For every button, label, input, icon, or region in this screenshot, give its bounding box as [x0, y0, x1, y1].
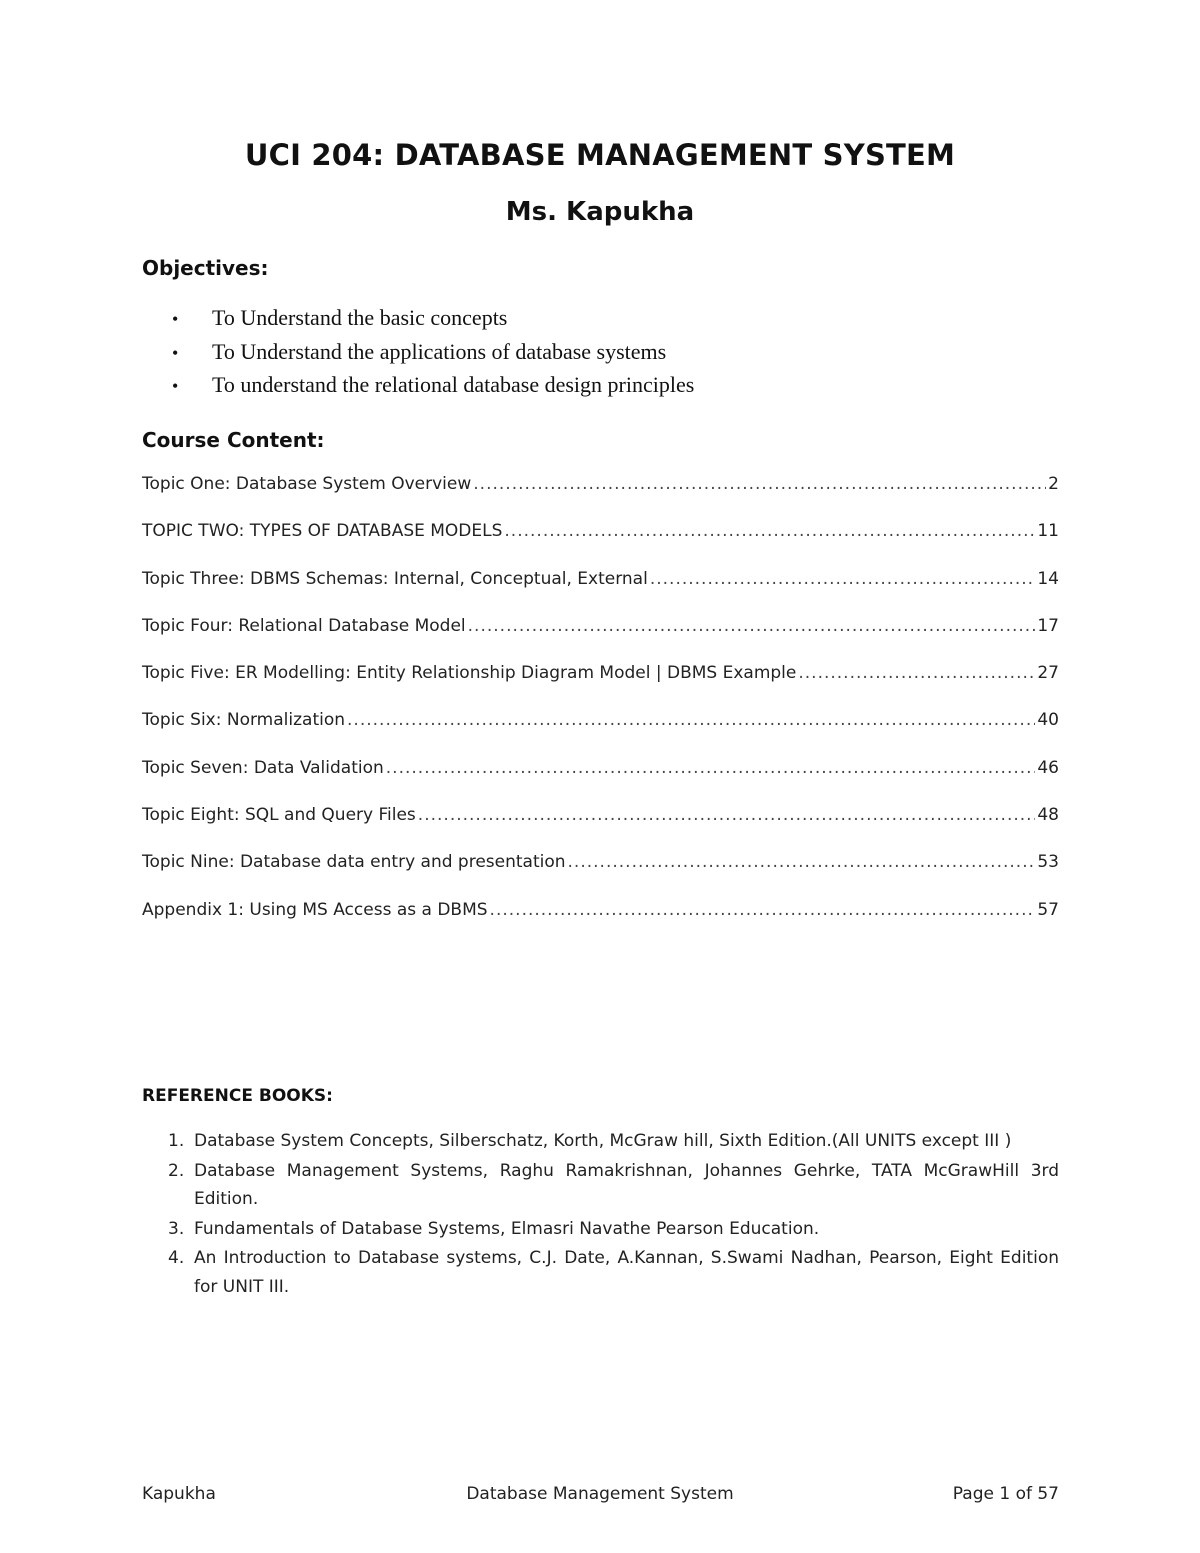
toc-entry-page: 17 — [1037, 615, 1059, 636]
toc-entry-title: Topic Six: Normalization — [142, 710, 346, 731]
reference-item — [168, 1157, 1059, 1214]
toc-leader-dots — [650, 569, 1036, 589]
toc-entry[interactable] — [142, 569, 1059, 616]
objective-item: • To Understand the applications of database systems — [172, 335, 694, 369]
objectives-list — [172, 301, 694, 402]
toc-entry[interactable] — [142, 663, 1059, 710]
toc-leader-dots — [504, 521, 1035, 541]
toc-leader-dots — [568, 852, 1036, 872]
reference-books-heading: REFERENCE BOOKS: — [142, 1086, 333, 1106]
reference-item — [168, 1127, 1059, 1156]
reference-item — [168, 1215, 1059, 1244]
footer-page-number: Page 1 of 57 — [952, 1484, 1059, 1504]
toc-entry-page: 27 — [1037, 663, 1059, 684]
toc-entry-title: Topic Three: DBMS Schemas: Internal, Conceptual, External — [142, 568, 648, 589]
toc-entry[interactable] — [142, 474, 1059, 521]
toc-leader-dots — [798, 663, 1035, 683]
toc-entry-title: Topic Four: Relational Database Model — [142, 615, 466, 636]
objective-item: • To understand the relational database design principles — [172, 368, 694, 402]
toc-entry-page: 46 — [1037, 757, 1059, 778]
toc-leader-dots — [347, 710, 1035, 730]
toc-entry-title: Topic Eight: SQL and Query Files — [142, 805, 416, 826]
toc-entry-title: Topic One: Database System Overview — [142, 474, 472, 494]
footer-author: Kapukha — [142, 1484, 216, 1504]
reference-books-list — [168, 1127, 1059, 1302]
toc-entry[interactable] — [142, 616, 1059, 663]
toc-entry-title: TOPIC TWO: TYPES OF DATABASE MODELS — [142, 521, 503, 542]
reference-text: Fundamentals of Database Systems, Elmasri Navathe Pearson Education. — [194, 1218, 820, 1239]
toc-entry[interactable] — [142, 900, 1059, 947]
footer-title: Database Management System — [466, 1484, 734, 1504]
toc-entry-title: Topic Five: ER Modelling: Entity Relationship Diagram Model | DBMS Example — [142, 663, 797, 684]
toc-entry[interactable] — [142, 805, 1059, 852]
reference-text: Database System Concepts, Silberschatz, Korth, McGraw hill, Sixth Edition.(All UNITS except III ) — [194, 1131, 1012, 1151]
toc-entry-title: Appendix 1: Using MS Access as a DBMS — [142, 899, 488, 920]
document-author: Ms. Kapukha — [505, 197, 695, 227]
objectives-heading: Objectives: — [142, 256, 269, 280]
toc-entry-page: 57 — [1037, 899, 1059, 920]
reference-number: 1. — [168, 1131, 185, 1151]
reference-number: 3. — [168, 1218, 185, 1239]
reference-number: 4. — [168, 1248, 185, 1268]
bullet-icon: • — [172, 342, 179, 363]
toc-entry-title: Topic Nine: Database data entry and presentation — [142, 852, 566, 873]
toc-leader-dots — [418, 805, 1036, 825]
toc-leader-dots — [490, 900, 1036, 920]
document-title: UCI 204: DATABASE MANAGEMENT SYSTEM — [244, 138, 956, 172]
toc-entry-page: 53 — [1037, 852, 1059, 873]
toc-leader-dots — [468, 616, 1036, 636]
reference-item — [168, 1244, 1059, 1301]
toc-entry-page: 14 — [1037, 568, 1059, 589]
toc-entry[interactable] — [142, 710, 1059, 757]
course-content-heading: Course Content: — [142, 428, 325, 452]
toc-entry-page: 40 — [1037, 710, 1059, 731]
toc-entry-page: 2 — [1048, 474, 1059, 494]
toc-entry-page: 11 — [1037, 521, 1059, 542]
reference-text: An Introduction to Database systems, C.J. Date, A.Kannan, S.Swami Nadhan, Pearson, Eight Edition for UNIT III. — [194, 1248, 1059, 1297]
toc-entry[interactable] — [142, 852, 1059, 899]
toc-entry-page: 48 — [1037, 805, 1059, 826]
toc-entry[interactable] — [142, 521, 1059, 568]
bullet-icon: • — [172, 309, 179, 329]
toc-entry[interactable] — [142, 758, 1059, 805]
toc-leader-dots — [386, 758, 1036, 778]
reference-text: Database Management Systems, Raghu Ramakrishnan, Johannes Gehrke, TATA McGrawHill 3rd Edition. — [194, 1160, 1059, 1209]
objective-item: • To Understand the basic concepts — [172, 301, 694, 335]
toc-leader-dots — [473, 474, 1046, 494]
table-of-contents — [142, 474, 1059, 947]
toc-entry-title: Topic Seven: Data Validation — [142, 757, 384, 778]
reference-number: 2. — [168, 1160, 185, 1181]
bullet-icon: • — [172, 376, 179, 396]
